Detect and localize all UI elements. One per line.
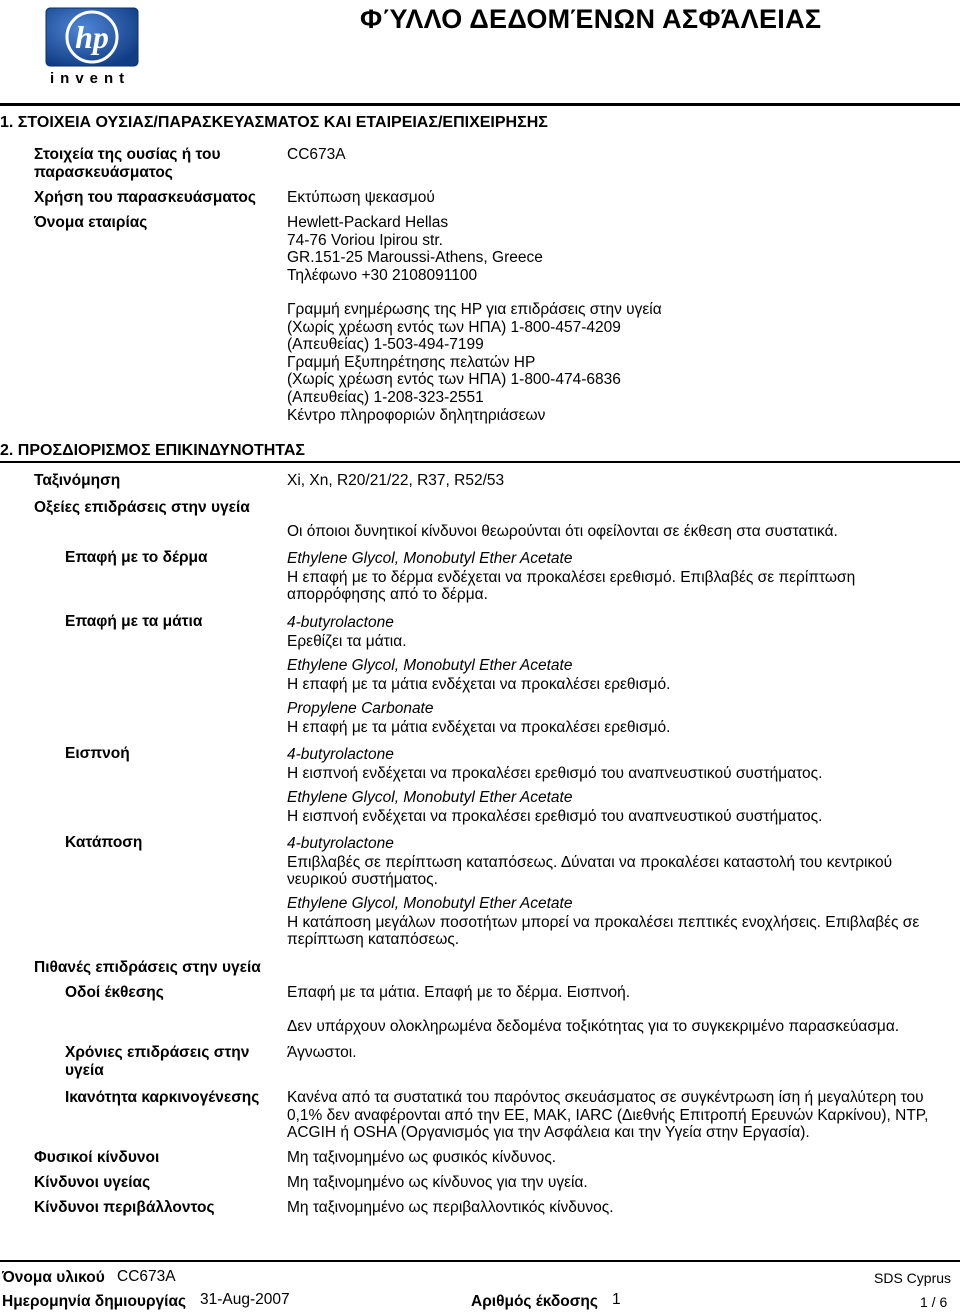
contact-line: Κέντρο πληροφοριών δηλητηριάσεων — [287, 406, 546, 424]
physical-hazards-label: Φυσικοί κίνδυνοι — [34, 1149, 160, 1166]
inhalation-label: Εισπνοή — [65, 745, 130, 762]
substance-name: Ethylene Glycol, Monobutyl Ether Acetate — [287, 550, 573, 567]
effect-text: απορρόφησης από το δέρμα. — [287, 586, 488, 604]
effect-text: Η επαφή με το δέρμα ενδέχεται να προκαλέσει ερεθισμό. Επιβλαβές σε περίπτωση — [287, 568, 856, 586]
substance-name: 4-butyrolactone — [287, 835, 394, 852]
company-line: 74-76 Voriou Ipirou str. — [287, 231, 443, 249]
section2-heading: 2. ΠΡΟΣΔΙΟΡΙΣΜΟΣ ΕΠΙΚΙΝΔΥΝΟΤΗΤΑΣ — [0, 442, 306, 459]
eye-block-2 — [287, 657, 670, 693]
sds-region: SDS Cyprus — [874, 1270, 952, 1286]
possible-effects-label: Πιθανές επιδράσεις στην υγεία — [34, 959, 261, 976]
eye-block-3 — [287, 700, 670, 736]
version-label: Αριθμός έκδοσης — [471, 1293, 598, 1310]
contact-line: (Απευθείας) 1-208-323-2551 — [287, 388, 484, 406]
acute-label: Οξείες επιδράσεις στην υγεία — [34, 499, 250, 516]
effect-text: Ερεθίζει τα μάτια. — [287, 632, 407, 650]
page-number: 1 / 6 — [920, 1294, 948, 1310]
effect-text: Η επαφή με τα μάτια ενδέχεται να προκαλέσει ερεθισμό. — [287, 675, 671, 693]
section2-divider — [0, 461, 960, 463]
substance-name: Ethylene Glycol, Monobutyl Ether Acetate — [287, 895, 573, 912]
company-line: Hewlett-Packard Hellas — [287, 214, 449, 231]
carcinogenicity-line: Κανένα από τα συστατικά του παρόντος σκευάσματος σε συγκέντρωση ίση ή μεγαλύτερη του — [287, 1089, 924, 1106]
classification-label: Ταξινόμηση — [34, 472, 121, 489]
effect-text: Η εισπνοή ενδέχεται να προκαλέσει ερεθισμό του αναπνευστικού συστήματος. — [287, 807, 823, 825]
ingestion-label: Κατάποση — [65, 834, 143, 851]
substance-name: 4-butyrolactone — [287, 746, 394, 763]
substance-name: 4-butyrolactone — [287, 614, 394, 631]
skin-label: Επαφή με το δέρμα — [65, 549, 208, 566]
effect-text: Η επαφή με τα μάτια ενδέχεται να προκαλέσει ερεθισμό. — [287, 718, 671, 736]
eye-block-1 — [287, 614, 407, 650]
physical-hazards-value: Μη ταξινομημένο ως φυσικός κίνδυνος. — [287, 1149, 557, 1166]
section1-heading: 1. ΣΤΟΙΧΕΙΑ ΟΥΣΙΑΣ/ΠΑΡΑΣΚΕΥΑΣΜΑΤΟΣ ΚΑΙ ΕΤΑΙΡΕΙΑΣ/ΕΠΙΧΕΙΡΗΣΗΣ — [0, 114, 548, 131]
ingestion-block-1 — [287, 835, 892, 889]
logo-tagline: invent — [50, 70, 131, 87]
effect-text: Η κατάποση μεγάλων ποσοτήτων μπορεί να προκαλέσει πεπτικές ενοχλήσεις. Επιβλαβές σε — [287, 913, 920, 931]
carcinogenicity-line: 0,1% δεν αναφέρονται από την ΕΕ, MAK, IARC (Διεθνής Επιτροπή Ερευνών Καρκίνου), NTP, — [287, 1106, 929, 1124]
company-label: Όνομα εταιρίας — [34, 214, 148, 231]
toxicity-note: Δεν υπάρχουν ολοκληρωμένα δεδομένα τοξικότητας για το συγκεκριμένο παρασκεύασμα. — [287, 1018, 900, 1035]
health-hazards-label: Κίνδυνοι υγείας — [34, 1174, 151, 1191]
hp-logo-text: hp — [75, 19, 109, 55]
carcinogenicity-label: Ικανότητα καρκινογένεσης — [65, 1089, 260, 1106]
material-name-label: Όνομα υλικού — [2, 1269, 105, 1286]
footer-divider — [0, 1260, 960, 1262]
routes-value: Επαφή με τα μάτια. Επαφή με το δέρμα. Εισπνοή. — [287, 984, 631, 1001]
contact-line: (Χωρίς χρέωση εντός των ΗΠΑ) 1-800-474-6836 — [287, 371, 621, 389]
chronic-value: Άγνωστοι. — [287, 1044, 357, 1061]
carcinogenicity-value — [287, 1089, 928, 1142]
classification-value: Xi, Xn, R20/21/22, R37, R52/53 — [287, 472, 505, 489]
health-hazards-value: Μη ταξινομημένο ως κίνδυνος για την υγεία. — [287, 1174, 588, 1191]
identifier-value: CC673A — [287, 146, 346, 163]
chronic-label: Χρόνιες επιδράσεις στην υγεία — [65, 1044, 250, 1079]
substance-name: Ethylene Glycol, Monobutyl Ether Acetate — [287, 657, 573, 674]
carcinogenicity-line: ACGIH ή OSHA (Οργανισμός για την Ασφάλεια και την Υγεία στην Εργασία). — [287, 1124, 810, 1142]
company-line: GR.151-25 Maroussi-Athens, Greece — [287, 249, 543, 267]
material-name-value: CC673A — [117, 1268, 176, 1285]
company-address — [287, 214, 543, 284]
header-divider — [0, 103, 960, 106]
contact-line: Γραμμή Εξυπηρέτησης πελατών HP — [287, 353, 536, 371]
contact-line: (Απευθείας) 1-503-494-7199 — [287, 336, 484, 354]
company-line: Τηλέφωνο +30 2108091100 — [287, 266, 478, 284]
identifier-label: Στοιχεία της ουσίας ή του παρασκευάσματος — [34, 146, 221, 181]
effect-text: Η εισπνοή ενδέχεται να προκαλέσει ερεθισμό του αναπνευστικού συστήματος. — [287, 764, 823, 782]
contact-block — [287, 301, 662, 424]
routes-label: Οδοί έκθεσης — [65, 984, 164, 1001]
ingestion-block-2 — [287, 895, 919, 949]
inhalation-block-2 — [287, 789, 822, 825]
effect-text: νευρικού συστήματος. — [287, 871, 438, 889]
effect-text: Επιβλαβές σε περίπτωση καταπόσεως. Δύναται να προκαλέσει καταστολή του κεντρικού — [287, 853, 893, 871]
inhalation-block-1 — [287, 746, 822, 782]
substance-name: Ethylene Glycol, Monobutyl Ether Acetate — [287, 789, 573, 806]
use-value: Εκτύπωση ψεκασμού — [287, 189, 435, 206]
acute-intro: Οι όποιοι δυνητικοί κίνδυνοι θεωρούνται ότι οφείλονται σε έκθεση στα συστατικά. — [287, 523, 838, 540]
environmental-hazards-label: Κίνδυνοι περιβάλλοντος — [34, 1199, 215, 1216]
contact-line: (Χωρίς χρέωση εντός των ΗΠΑ) 1-800-457-4209 — [287, 318, 621, 336]
substance-name: Propylene Carbonate — [287, 700, 434, 717]
effect-text: περίπτωση καταπόσεως. — [287, 931, 460, 949]
creation-date-label: Ημερομηνία δημιουργίας — [2, 1293, 187, 1310]
document-title: ΦΎΛΛΟ ΔΕΔΟΜΈΝΩΝ ΑΣΦΆΛΕΙΑΣ — [360, 4, 822, 34]
use-label: Χρήση του παρασκευάσματος — [34, 189, 256, 206]
hp-logo — [44, 6, 140, 88]
eye-label: Επαφή με τα μάτια — [65, 613, 203, 630]
skin-block — [287, 550, 855, 604]
contact-line: Γραμμή ενημέρωσης της HP για επιδράσεις στην υγεία — [287, 301, 662, 318]
environmental-hazards-value: Μη ταξινομημένο ως περιβαλλοντικός κίνδυνος. — [287, 1199, 614, 1216]
creation-date-value: 31-Aug-2007 — [200, 1291, 290, 1308]
version-value: 1 — [612, 1291, 621, 1308]
